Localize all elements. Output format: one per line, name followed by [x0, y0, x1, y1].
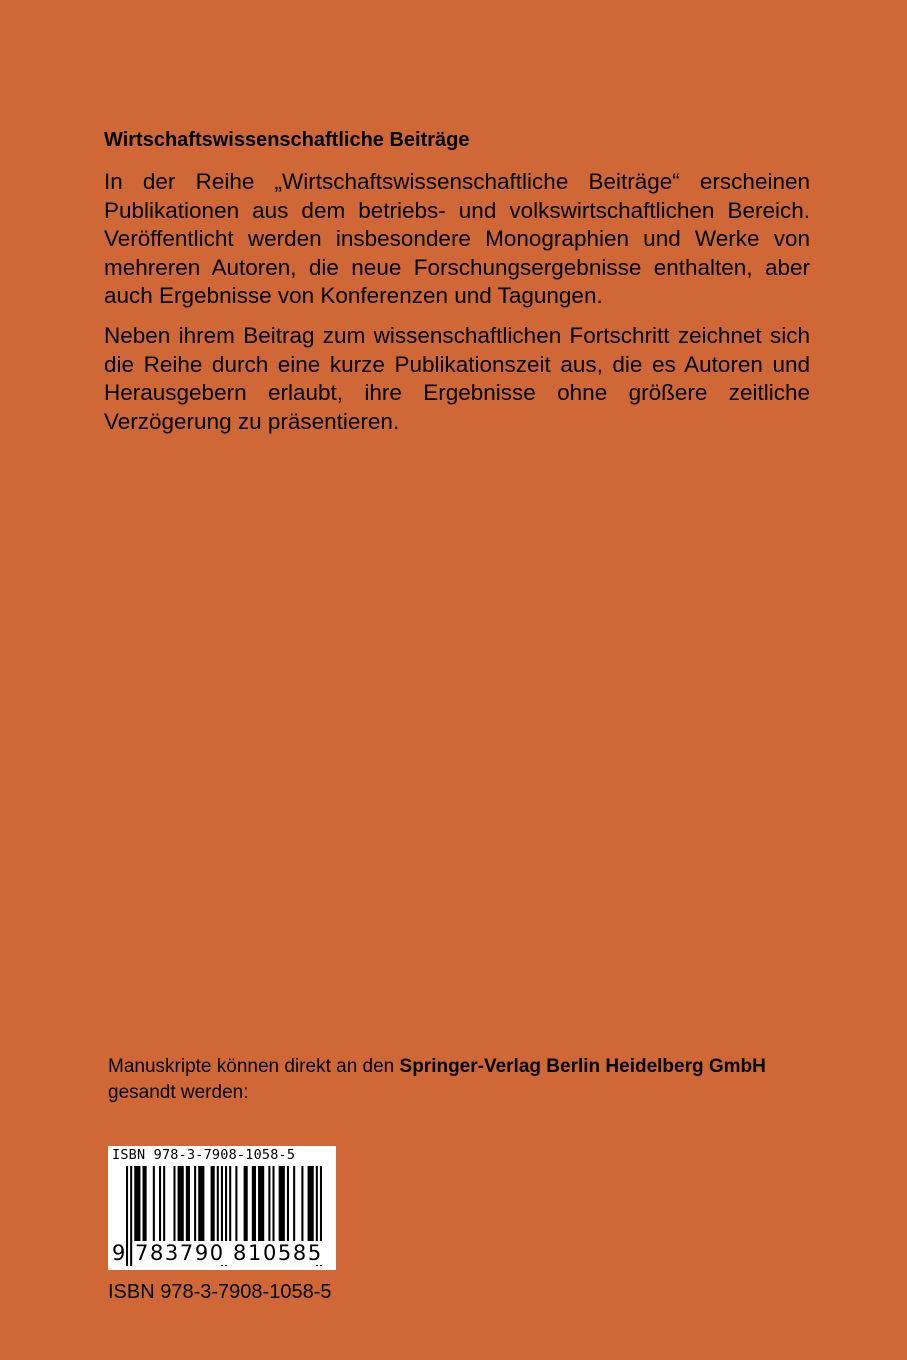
barcode-bar [126, 1166, 128, 1266]
barcode-bar [198, 1166, 204, 1242]
barcode-bar [293, 1166, 295, 1242]
barcode-bar [163, 1166, 165, 1242]
submission-prefix: Manuskripte können direkt an den [108, 1056, 400, 1077]
barcode-bar [235, 1166, 237, 1242]
barcode-bar [194, 1166, 196, 1242]
barcode-bar [272, 1166, 274, 1242]
series-title: Wirtschaftswissenschaftliche Beiträge [104, 129, 470, 151]
barcode-bar [252, 1166, 256, 1242]
description-paragraph-1: In der Reihe „Wirtschaftswissenschaftliche Beiträge“ erscheinen Publikationen aus dem betriebs- und volkswirtschaftlichen Bereich. Veröffentlicht werden insbesondere Monographien und Werke von mehreren Autoren, die neue Forschungsergebnisse enthalten, aber auch Ergebnisse von Konferenzen und Tagungen. [104, 169, 810, 308]
barcode-bar [217, 1166, 219, 1242]
barcode-bar [258, 1166, 264, 1242]
barcode-lead-digit: 9 [112, 1241, 126, 1265]
barcode-bar [268, 1166, 270, 1242]
barcode-bar [134, 1166, 140, 1242]
barcode-bar [287, 1166, 289, 1242]
barcode-bar [279, 1166, 285, 1242]
isbn-barcode [108, 1146, 336, 1270]
barcode-bar [211, 1166, 215, 1242]
publisher-name: Springer-Verlag Berlin Heidelberg GmbH [399, 1056, 766, 1077]
barcode-bar [178, 1166, 184, 1242]
barcode-bar [159, 1166, 161, 1242]
submission-note [108, 1054, 828, 1106]
barcode-bar [173, 1166, 175, 1242]
barcode-bar [143, 1166, 147, 1242]
barcode-bar [130, 1166, 132, 1266]
barcode-bar [244, 1166, 248, 1242]
barcode-bar [153, 1166, 155, 1242]
barcode-bar [229, 1166, 231, 1242]
barcode-digits: 783790 810585 [135, 1241, 323, 1265]
barcode-bar [301, 1166, 303, 1242]
submission-suffix: gesandt werden: [108, 1082, 249, 1103]
barcode-bar [308, 1166, 314, 1242]
description-paragraph-2: Neben ihrem Beitrag zum wissenschaftlichen Fortschritt zeichnet sich die Reihe durch eine kurze Publikationszeit aus, die es Autoren und Herausgebern erlaubt, ihre Ergebnisse ohne größere zeitliche Verzögerung zu präsentieren. [104, 323, 810, 434]
barcode-isbn-label: ISBN 978-3-7908-1058-5 [112, 1147, 296, 1163]
barcode-bar [186, 1166, 190, 1242]
isbn-text: ISBN 978-3-7908-1058-5 [108, 1281, 332, 1303]
